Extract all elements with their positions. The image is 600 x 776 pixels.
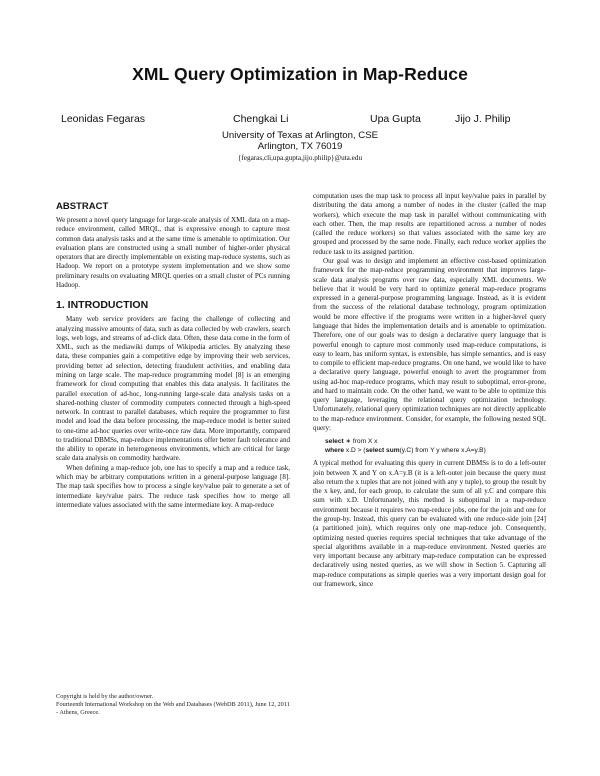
sql-text: (y.C) from Y y where x.A=y.B) <box>399 447 486 455</box>
copyright-footnote <box>56 693 290 717</box>
author-name: Chengkai Li <box>233 113 289 125</box>
author-name: Jijo J. Philip <box>455 113 511 125</box>
footnote-line: Copyright is held by the author/owner. <box>56 693 154 700</box>
author-emails: {fegaras,cli,upa.gupta,jijo.philip}@uta.edu <box>237 154 363 162</box>
sql-keyword: where <box>325 447 345 455</box>
paragraph: computation uses the map task to process all input key/value pairs in parallel by distributing the data among a number of nodes in the cluster (called the map workers), which execute the map task in parallel without communicating with each other. Then, the map results are repartitioned across a number of nodes (called the reduce workers) so that values associated with the same key are grouped and processed by the same node. Finally, each reduce worker applies the reduce task to its assigned partition. <box>313 192 546 256</box>
affiliation: University of Texas at Arlington, CSE <box>221 130 379 141</box>
right-column <box>313 192 546 589</box>
sql-line <box>325 437 546 446</box>
sql-query-example <box>325 437 546 455</box>
abstract-text: We present a novel query language for large-scale analysis of XML data on a map-reduce environment, called MRQL, that is expressive enough to capture most common data analysis tasks and at the same time is amenable to optimization. Our evaluation plans are constructed using a small number of higher-order physical operators that are directly implementable on existing map-reduce systems, such as Hadoop. We report on a prototype system implementation and we show some preliminary results on evaluating MRQL queries on a small cluster of PCs running Hadoop. <box>56 216 290 289</box>
paragraph: Our goal was to design and implement an effective cost-based optimization framework for the map-reduce programming environment that improves large-scale data analysis programs over raw data, especially XML documents. We believe that it would be very hard to optimize general map-reduce programs expressed in a general-purpose programming language. Instead, as it is evident from the success of the relational database technology, program optimization would be more effective if the programs were written in a higher-level query language that hides the implementation details and is amenable to optimization. Therefore, one of our goals was to design a declarative query language that is powerful enough to capture most commonly used map-reduce computations, is easy to learn, has uniform syntax, is extensible, has simple semantics, and is easy to compile to efficient map-reduce programs. On one hand, we would like to have a declarative query language, powerful enough to avert the programmer from using ad-hoc map-reduce programs, which may result to suboptimal, error-prone, and hard to maintain code. On the other hand, we want to be able to optimize this query language, leveraging the relational query optimization technology. Unfortunately, relational query optimization techniques are not directly applicable to the map-reduce environment. Consider, for example, the following nested SQL query: <box>313 256 546 433</box>
footnote-line: Fourteenth International Workshop on the Web and Databases (WebDB 2011), June 12, 2011 - Athens, Greece. <box>56 701 290 716</box>
sql-line <box>325 446 546 455</box>
paragraph: Many web service providers are facing the challenge of collecting and analyzing massive amounts of data, such as data collected by web crawlers, search logs, web logs, and streams of ad-click data. Often, these data come in the form of XML, such as the mediawiki dumps of Wikipedia articles. By analyzing these data, these companies gain a competitive edge by improving their web services, providing better ad selection, detecting fraudulent activities, and enabling data mining on large scale. The map-reduce programming model [8] is an emerging framework for cloud computing that enables this data analysis. It facilitates the parallel execution of ad-hoc, long-running large-scale data analysis tasks on a shared-nothing cluster of commodity computers connected through a high-speed network. In contrast to parallel databases, which require the programmer to first model and load the data before processing, the map-reduce model is better suited to one-time ad-hoc queries over write-once raw data. More importantly, compared to traditional DBMSs, map-reduce implementations offer better fault tolerance and the ability to operate in heterogeneous environments, which are critical for large scale data analysis on commodity hardware. <box>56 315 290 463</box>
paragraph: A typical method for evaluating this query in current DBMSs is to do a left-outer join between X and Y on x.A=y.B (it is a left-outer join because the query must also return the x tuples that are not joined with any y tuple), to group the result by the x key, and, for each group, to calculate the sum of all y.C and compare this sum with x.D. Unfortunately, this method is suboptimal in a map-reduce environment because it requires two map-reduce jobs, one for the join and one for the group-by. Instead, this query can be evaluated with one reduce-side join [24] (a partitioned join), which requires only one map-reduce job. Consequently, optimizing nested queries requires special techniques that take advantage of the special algorithms available in a map-reduce environment. Nested queries are very important because any arbitrary map-reduce computation can be expressed declaratively using nested queries, as we will show in Section 5. Capturing all map-reduce computations as simple queries was a very important design goal for our framework, since <box>313 459 546 588</box>
author-name: Upa Gupta <box>370 113 421 125</box>
author-name: Leonidas Fegaras <box>61 113 146 125</box>
location: Arlington, TX 76019 <box>257 141 343 152</box>
sql-keyword: select sum <box>365 447 400 455</box>
abstract-heading: ABSTRACT <box>56 201 109 212</box>
sql-text: ∗ from X x <box>343 438 378 446</box>
sql-keyword: select <box>325 438 344 446</box>
left-column <box>56 201 290 510</box>
paper-title: XML Query Optimization in Map-Reduce <box>132 64 468 84</box>
sql-text: x.D > ( <box>344 447 366 455</box>
section-heading-introduction: 1. INTRODUCTION <box>56 299 149 312</box>
paragraph: When defining a map-reduce job, one has to specify a map and a reduce task, which may be arbitrary computations written in a general-purpose language [8]. The map task specifies how to process a single key/value pair to generate a set of intermediate key/value pairs. The reduce task specifies how to merge all intermediate values associated with the same intermediate key. A map-reduce <box>56 463 290 509</box>
